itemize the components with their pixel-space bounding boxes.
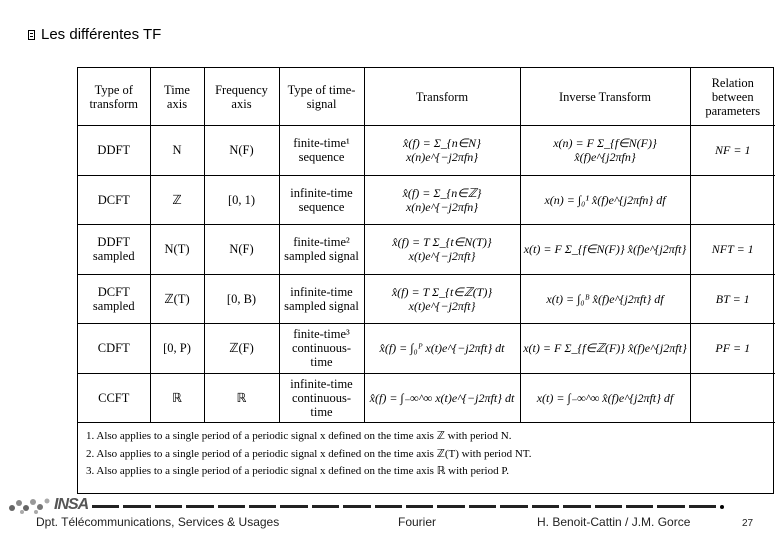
transform-type: DCFT	[78, 175, 150, 225]
parameter-relation	[690, 175, 775, 225]
table-row	[78, 373, 775, 423]
footer-authors: H. Benoit-Cattin / J.M. Gorce	[537, 515, 691, 529]
inverse-formula: x(t) = ∫₋∞^∞ x̂(f)e^{j2πft} df	[520, 373, 690, 423]
insa-logo-text: INSA	[54, 496, 89, 513]
parameter-relation: BT = 1	[690, 274, 775, 324]
transform-formula: x̂(f) = Σ_{n∈N} x(n)e^{−j2πfn}	[364, 126, 520, 176]
inverse-formula: x(t) = ∫₀ᴮ x̂(f)e^{j2πft} df	[520, 274, 690, 324]
transform-type: CCFT	[78, 373, 150, 423]
table-row	[78, 126, 775, 176]
header-signal: Type of time-signal	[279, 68, 364, 126]
time-axis: ℤ	[150, 175, 204, 225]
transform-type: DCFT sampled	[78, 274, 150, 324]
parameter-relation: PF = 1	[690, 324, 775, 374]
inverse-formula: x(n) = ∫₀¹ x̂(f)e^{j2πfn} df	[520, 175, 690, 225]
parameter-relation: NFT = 1	[690, 225, 775, 275]
footer-rule	[92, 505, 724, 509]
time-axis: [0, P)	[150, 324, 204, 374]
transform-formula: x̂(f) = T Σ_{t∈N(T)} x(t)e^{−j2πft}	[364, 225, 520, 275]
signal-type: infinite-time continuous-time	[279, 373, 364, 423]
page-number: 27	[742, 518, 754, 529]
inverse-formula: x(t) = F Σ_{f∈N(F)} x̂(f)e^{j2πft}	[520, 225, 690, 275]
frequency-axis: ℤ(F)	[204, 324, 279, 374]
table-row	[78, 175, 775, 225]
header-type: Type of transform	[78, 68, 150, 126]
slide-title-text: Les différentes TF	[41, 26, 162, 43]
footer-department: Dpt. Télécommunications, Services & Usages	[36, 515, 280, 529]
transform-formula: x̂(f) = T Σ_{t∈ℤ(T)} x(t)e^{−j2πft}	[364, 274, 520, 324]
transform-type: DDFT sampled	[78, 225, 150, 275]
frequency-axis: N(F)	[204, 225, 279, 275]
parameter-relation	[690, 373, 775, 423]
signal-type: infinite-time sampled signal	[279, 274, 364, 324]
inverse-formula: x(t) = F Σ_{f∈ℤ(F)} x̂(f)e^{j2πft}	[520, 324, 690, 374]
signal-type: finite-time¹ sequence	[279, 126, 364, 176]
header-frequency-axis: Frequency axis	[204, 68, 279, 126]
footnote: 3. Also applies to a single period of a periodic signal x defined on the time axis ℝ with period P.	[86, 465, 509, 477]
insa-logo-icon	[6, 494, 54, 516]
time-axis: ℝ	[150, 373, 204, 423]
time-axis: N	[150, 126, 204, 176]
fourier-transforms-table-panel	[77, 67, 774, 494]
transform-type: CDFT	[78, 324, 150, 374]
transform-formula: x̂(f) = ∫₀ᴾ x(t)e^{−j2πft} dt	[364, 324, 520, 374]
header-transform: Transform	[364, 68, 520, 126]
header-relation: Relation between parameters	[690, 68, 775, 126]
table-row	[78, 324, 775, 374]
inverse-formula: x(n) = F Σ_{f∈N(F)} x̂(f)e^{j2πfn}	[520, 126, 690, 176]
signal-type: finite-time³ continuous-time	[279, 324, 364, 374]
frequency-axis: N(F)	[204, 126, 279, 176]
table-row	[78, 225, 775, 275]
document-bullet-icon	[28, 30, 35, 40]
transform-type: DDFT	[78, 126, 150, 176]
frequency-axis: [0, 1)	[204, 175, 279, 225]
fourier-transforms-table	[78, 68, 775, 423]
footer-topic: Fourier	[398, 515, 437, 529]
insa-logo	[6, 494, 98, 516]
footnote: 2. Also applies to a single period of a periodic signal x defined on the time axis ℤ(T) with period NT.	[86, 447, 532, 460]
signal-type: finite-time² sampled signal	[279, 225, 364, 275]
frequency-axis: [0, B)	[204, 274, 279, 324]
footnote: 1. Also applies to a single period of a periodic signal x defined on the time axis ℤ with period N.	[86, 430, 512, 442]
transform-formula: x̂(f) = ∫₋∞^∞ x(t)e^{−j2πft} dt	[364, 373, 520, 423]
table-row	[78, 274, 775, 324]
table-footnotes	[78, 423, 773, 481]
time-axis: N(T)	[150, 225, 204, 275]
frequency-axis: ℝ	[204, 373, 279, 423]
slide-title	[28, 26, 161, 43]
table-header-row	[78, 68, 775, 126]
time-axis: ℤ(T)	[150, 274, 204, 324]
header-time-axis: Time axis	[150, 68, 204, 126]
header-inverse: Inverse Transform	[520, 68, 690, 126]
parameter-relation: NF = 1	[690, 126, 775, 176]
signal-type: infinite-time sequence	[279, 175, 364, 225]
transform-formula: x̂(f) = Σ_{n∈ℤ} x(n)e^{−j2πfn}	[364, 175, 520, 225]
